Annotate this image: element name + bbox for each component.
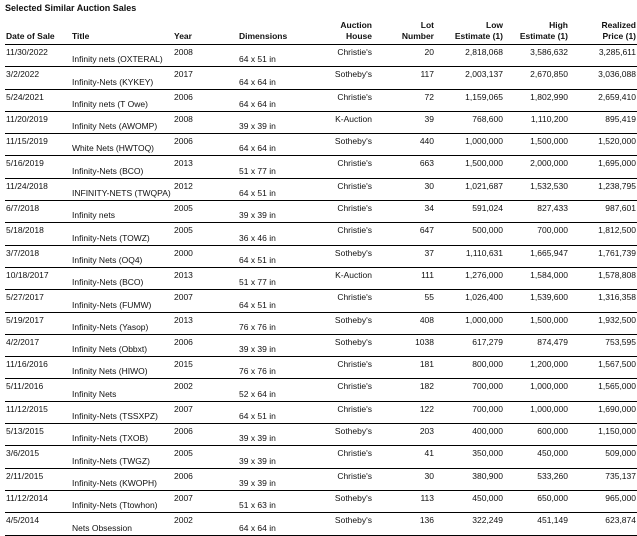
cell-lot-number: 181 xyxy=(373,357,435,379)
cell-date: 11/12/2014 xyxy=(5,490,71,512)
cell-low-estimate: 1,276,000 xyxy=(435,267,504,289)
cell-dimensions: 39 x 39 in xyxy=(238,468,318,490)
cell-auction-house: Sotheby's xyxy=(318,424,373,446)
header-auction-house xyxy=(318,18,373,45)
table-row xyxy=(5,111,637,133)
cell-lot-number: 182 xyxy=(373,379,435,401)
cell-low-estimate: 700,000 xyxy=(435,401,504,423)
cell-date: 11/12/2015 xyxy=(5,401,71,423)
cell-high-estimate: 533,260 xyxy=(504,468,569,490)
cell-lot-number: 136 xyxy=(373,513,435,535)
cell-lot-number: 55 xyxy=(373,290,435,312)
cell-high-estimate: 700,000 xyxy=(504,223,569,245)
cell-dimensions: 64 x 64 in xyxy=(238,513,318,535)
cell-dimensions: 64 x 51 in xyxy=(238,45,318,67)
cell-title: Infinity-Nets (Ttowhon) xyxy=(71,490,173,512)
header-high-estimate xyxy=(504,18,569,45)
cell-title: Infinity nets (T Owe) xyxy=(71,89,173,111)
table-row xyxy=(5,312,637,334)
cell-dimensions: 64 x 64 in xyxy=(238,67,318,89)
cell-lot-number: 203 xyxy=(373,424,435,446)
cell-low-estimate: 591,024 xyxy=(435,201,504,223)
cell-date: 6/7/2018 xyxy=(5,201,71,223)
cell-date: 11/15/2019 xyxy=(5,134,71,156)
cell-lot-number: 20 xyxy=(373,45,435,67)
cell-realized-price: 1,150,000 xyxy=(569,424,637,446)
cell-auction-house: Christie's xyxy=(318,178,373,200)
table-header-row xyxy=(5,18,637,45)
table-row xyxy=(5,201,637,223)
cell-high-estimate: 451,149 xyxy=(504,513,569,535)
cell-year: 2013 xyxy=(173,267,238,289)
cell-realized-price: 1,812,500 xyxy=(569,223,637,245)
header-realized-price-line1: Realized xyxy=(601,20,636,30)
table-row xyxy=(5,45,637,67)
cell-realized-price: 987,601 xyxy=(569,201,637,223)
cell-lot-number: 39 xyxy=(373,111,435,133)
cell-year: 2005 xyxy=(173,223,238,245)
cell-dimensions: 39 x 39 in xyxy=(238,111,318,133)
cell-auction-house: Christie's xyxy=(318,89,373,111)
cell-high-estimate: 450,000 xyxy=(504,446,569,468)
cell-dimensions: 39 x 39 in xyxy=(238,334,318,356)
cell-dimensions: 64 x 51 in xyxy=(238,245,318,267)
table-row xyxy=(5,468,637,490)
cell-date: 3/6/2015 xyxy=(5,446,71,468)
cell-high-estimate: 2,670,850 xyxy=(504,67,569,89)
cell-year: 2013 xyxy=(173,156,238,178)
cell-auction-house: K-Auction xyxy=(318,111,373,133)
cell-dimensions: 64 x 64 in xyxy=(238,134,318,156)
header-low-estimate xyxy=(435,18,504,45)
cell-low-estimate: 500,000 xyxy=(435,223,504,245)
cell-auction-house: Christie's xyxy=(318,201,373,223)
cell-year: 2007 xyxy=(173,401,238,423)
cell-dimensions: 76 x 76 in xyxy=(238,312,318,334)
cell-title: Infinity-Nets (Yasop) xyxy=(71,312,173,334)
header-low-estimate-line1: Low xyxy=(486,20,503,30)
cell-realized-price: 895,419 xyxy=(569,111,637,133)
cell-auction-house: Christie's xyxy=(318,401,373,423)
cell-title: Infinity Nets (Obbxt) xyxy=(71,334,173,356)
cell-high-estimate: 827,433 xyxy=(504,201,569,223)
cell-auction-house: Christie's xyxy=(318,223,373,245)
cell-date: 11/30/2022 xyxy=(5,45,71,67)
cell-year: 2002 xyxy=(173,513,238,535)
header-date: Date of Sale xyxy=(5,18,71,45)
cell-low-estimate: 2,003,137 xyxy=(435,67,504,89)
cell-date: 5/13/2015 xyxy=(5,424,71,446)
cell-dimensions: 64 x 51 in xyxy=(238,401,318,423)
cell-low-estimate: 1,021,687 xyxy=(435,178,504,200)
cell-date: 5/27/2017 xyxy=(5,290,71,312)
cell-dimensions: 64 x 51 in xyxy=(238,290,318,312)
cell-high-estimate: 1,110,200 xyxy=(504,111,569,133)
cell-dimensions: 64 x 51 in xyxy=(238,178,318,200)
table-row xyxy=(5,357,637,379)
cell-date: 5/11/2016 xyxy=(5,379,71,401)
cell-auction-house: K-Auction xyxy=(318,267,373,289)
cell-realized-price: 965,000 xyxy=(569,490,637,512)
page-title: Selected Similar Auction Sales xyxy=(5,3,137,13)
cell-auction-house: Christie's xyxy=(318,468,373,490)
cell-title: Infinity-Nets (FUMW) xyxy=(71,290,173,312)
header-lot-number-line2: Number xyxy=(401,31,434,41)
cell-realized-price: 509,000 xyxy=(569,446,637,468)
cell-date: 4/5/2014 xyxy=(5,513,71,535)
cell-high-estimate: 1,000,000 xyxy=(504,379,569,401)
cell-high-estimate: 874,479 xyxy=(504,334,569,356)
table-row xyxy=(5,178,637,200)
cell-date: 5/18/2018 xyxy=(5,223,71,245)
cell-realized-price: 1,316,358 xyxy=(569,290,637,312)
cell-high-estimate: 1,802,990 xyxy=(504,89,569,111)
header-realized-price-line2: Price (1) xyxy=(602,31,636,41)
header-dimensions: Dimensions xyxy=(238,18,318,45)
table-row xyxy=(5,245,637,267)
cell-dimensions: 51 x 63 in xyxy=(238,490,318,512)
cell-year: 2006 xyxy=(173,468,238,490)
cell-realized-price: 1,932,500 xyxy=(569,312,637,334)
cell-high-estimate: 650,000 xyxy=(504,490,569,512)
cell-auction-house: Christie's xyxy=(318,446,373,468)
cell-lot-number: 117 xyxy=(373,67,435,89)
cell-low-estimate: 2,818,068 xyxy=(435,45,504,67)
cell-year: 2013 xyxy=(173,312,238,334)
cell-lot-number: 72 xyxy=(373,89,435,111)
cell-high-estimate: 1,000,000 xyxy=(504,401,569,423)
cell-realized-price: 1,695,000 xyxy=(569,156,637,178)
cell-low-estimate: 800,000 xyxy=(435,357,504,379)
cell-date: 2/11/2015 xyxy=(5,468,71,490)
cell-title: Infinity-Nets (TWGZ) xyxy=(71,446,173,468)
cell-realized-price: 1,690,000 xyxy=(569,401,637,423)
cell-date: 4/2/2017 xyxy=(5,334,71,356)
header-auction-house-line1: Auction xyxy=(340,20,372,30)
table-row xyxy=(5,379,637,401)
cell-auction-house: Christie's xyxy=(318,45,373,67)
cell-year: 2006 xyxy=(173,89,238,111)
cell-low-estimate: 350,000 xyxy=(435,446,504,468)
cell-year: 2007 xyxy=(173,490,238,512)
cell-dimensions: 39 x 39 in xyxy=(238,201,318,223)
cell-auction-house: Christie's xyxy=(318,290,373,312)
cell-realized-price: 1,238,795 xyxy=(569,178,637,200)
cell-title: Infinity Nets (AWOMP) xyxy=(71,111,173,133)
cell-high-estimate: 1,532,530 xyxy=(504,178,569,200)
cell-low-estimate: 1,500,000 xyxy=(435,156,504,178)
cell-dimensions: 52 x 64 in xyxy=(238,379,318,401)
cell-realized-price: 1,761,739 xyxy=(569,245,637,267)
cell-title: Infinity nets (OXTERAL) xyxy=(71,45,173,67)
header-realized-price xyxy=(569,18,637,45)
cell-dimensions: 39 x 39 in xyxy=(238,446,318,468)
cell-title: Infinity-Nets (BCO) xyxy=(71,156,173,178)
cell-title: Infinity Nets (HIWO) xyxy=(71,357,173,379)
cell-lot-number: 113 xyxy=(373,490,435,512)
header-high-estimate-line2: Estimate (1) xyxy=(519,31,568,41)
cell-high-estimate: 1,665,947 xyxy=(504,245,569,267)
table-row xyxy=(5,490,637,512)
cell-year: 2008 xyxy=(173,45,238,67)
cell-dimensions: 39 x 39 in xyxy=(238,424,318,446)
cell-year: 2008 xyxy=(173,111,238,133)
cell-realized-price: 3,036,088 xyxy=(569,67,637,89)
cell-low-estimate: 768,600 xyxy=(435,111,504,133)
cell-auction-house: Sotheby's xyxy=(318,490,373,512)
cell-realized-price: 753,595 xyxy=(569,334,637,356)
cell-dimensions: 64 x 64 in xyxy=(238,89,318,111)
cell-auction-house: Christie's xyxy=(318,379,373,401)
cell-realized-price: 1,520,000 xyxy=(569,134,637,156)
table-row xyxy=(5,89,637,111)
cell-lot-number: 440 xyxy=(373,134,435,156)
cell-title: Infinity Nets (OQ4) xyxy=(71,245,173,267)
cell-realized-price: 3,285,611 xyxy=(569,45,637,67)
header-high-estimate-line1: High xyxy=(549,20,568,30)
cell-lot-number: 41 xyxy=(373,446,435,468)
cell-dimensions: 76 x 76 in xyxy=(238,357,318,379)
cell-high-estimate: 1,584,000 xyxy=(504,267,569,289)
header-lot-number xyxy=(373,18,435,45)
cell-low-estimate: 1,000,000 xyxy=(435,134,504,156)
cell-lot-number: 30 xyxy=(373,178,435,200)
cell-lot-number: 1038 xyxy=(373,334,435,356)
cell-date: 5/16/2019 xyxy=(5,156,71,178)
cell-realized-price: 2,659,410 xyxy=(569,89,637,111)
table-row xyxy=(5,424,637,446)
cell-dimensions: 36 x 46 in xyxy=(238,223,318,245)
cell-high-estimate: 2,000,000 xyxy=(504,156,569,178)
table-row xyxy=(5,223,637,245)
cell-title: Infinity-Nets (KYKEY) xyxy=(71,67,173,89)
cell-auction-house: Christie's xyxy=(318,156,373,178)
cell-year: 2012 xyxy=(173,178,238,200)
cell-high-estimate: 1,539,600 xyxy=(504,290,569,312)
cell-title: INFINITY-NETS (TWQPA) xyxy=(71,178,173,200)
table-row xyxy=(5,401,637,423)
table-row xyxy=(5,156,637,178)
cell-title: Infinity-Nets (TXOB) xyxy=(71,424,173,446)
cell-lot-number: 111 xyxy=(373,267,435,289)
table-row xyxy=(5,134,637,156)
cell-realized-price: 1,567,500 xyxy=(569,357,637,379)
cell-year: 2006 xyxy=(173,424,238,446)
cell-date: 5/19/2017 xyxy=(5,312,71,334)
cell-lot-number: 34 xyxy=(373,201,435,223)
cell-date: 3/2/2022 xyxy=(5,67,71,89)
cell-auction-house: Sotheby's xyxy=(318,312,373,334)
cell-date: 3/7/2018 xyxy=(5,245,71,267)
table-row xyxy=(5,67,637,89)
cell-year: 2015 xyxy=(173,357,238,379)
cell-title: Infinity Nets xyxy=(71,379,173,401)
header-year: Year xyxy=(173,18,238,45)
cell-low-estimate: 1,159,065 xyxy=(435,89,504,111)
header-lot-number-line1: Lot xyxy=(420,20,434,30)
auction-sales-table xyxy=(5,18,637,536)
cell-title: Infinity nets xyxy=(71,201,173,223)
cell-lot-number: 647 xyxy=(373,223,435,245)
cell-year: 2005 xyxy=(173,446,238,468)
cell-year: 2002 xyxy=(173,379,238,401)
cell-auction-house: Sotheby's xyxy=(318,245,373,267)
cell-lot-number: 663 xyxy=(373,156,435,178)
cell-title: Infinity-Nets (TOWZ) xyxy=(71,223,173,245)
cell-realized-price: 1,578,808 xyxy=(569,267,637,289)
cell-lot-number: 37 xyxy=(373,245,435,267)
cell-year: 2017 xyxy=(173,67,238,89)
cell-date: 5/24/2021 xyxy=(5,89,71,111)
cell-realized-price: 735,137 xyxy=(569,468,637,490)
cell-title: White Nets (HWTOQ) xyxy=(71,134,173,156)
cell-auction-house: Sotheby's xyxy=(318,334,373,356)
cell-lot-number: 30 xyxy=(373,468,435,490)
header-low-estimate-line2: Estimate (1) xyxy=(454,31,503,41)
cell-date: 11/20/2019 xyxy=(5,111,71,133)
cell-year: 2005 xyxy=(173,201,238,223)
table-row xyxy=(5,290,637,312)
header-title: Title xyxy=(71,18,173,45)
cell-high-estimate: 1,500,000 xyxy=(504,134,569,156)
cell-realized-price: 1,565,000 xyxy=(569,379,637,401)
cell-auction-house: Sotheby's xyxy=(318,513,373,535)
cell-lot-number: 408 xyxy=(373,312,435,334)
cell-low-estimate: 450,000 xyxy=(435,490,504,512)
cell-date: 10/18/2017 xyxy=(5,267,71,289)
cell-year: 2007 xyxy=(173,290,238,312)
cell-high-estimate: 3,586,632 xyxy=(504,45,569,67)
cell-title: Infinity-Nets (BCO) xyxy=(71,267,173,289)
cell-realized-price: 623,874 xyxy=(569,513,637,535)
table-row xyxy=(5,267,637,289)
cell-date: 11/24/2018 xyxy=(5,178,71,200)
cell-dimensions: 51 x 77 in xyxy=(238,267,318,289)
cell-low-estimate: 380,900 xyxy=(435,468,504,490)
cell-year: 2006 xyxy=(173,134,238,156)
cell-dimensions: 51 x 77 in xyxy=(238,156,318,178)
table-row xyxy=(5,513,637,535)
cell-auction-house: Sotheby's xyxy=(318,67,373,89)
cell-high-estimate: 600,000 xyxy=(504,424,569,446)
cell-year: 2000 xyxy=(173,245,238,267)
cell-auction-house: Christie's xyxy=(318,357,373,379)
cell-low-estimate: 617,279 xyxy=(435,334,504,356)
cell-auction-house: Sotheby's xyxy=(318,134,373,156)
cell-date: 11/16/2016 xyxy=(5,357,71,379)
cell-title: Infinity-Nets (TSSXPZ) xyxy=(71,401,173,423)
cell-lot-number: 122 xyxy=(373,401,435,423)
cell-low-estimate: 700,000 xyxy=(435,379,504,401)
cell-year: 2006 xyxy=(173,334,238,356)
cell-low-estimate: 1,000,000 xyxy=(435,312,504,334)
cell-low-estimate: 1,026,400 xyxy=(435,290,504,312)
cell-low-estimate: 322,249 xyxy=(435,513,504,535)
table-row xyxy=(5,446,637,468)
cell-high-estimate: 1,200,000 xyxy=(504,357,569,379)
cell-low-estimate: 1,110,631 xyxy=(435,245,504,267)
cell-title: Nets Obsession xyxy=(71,513,173,535)
cell-low-estimate: 400,000 xyxy=(435,424,504,446)
header-auction-house-line2: House xyxy=(346,31,372,41)
cell-title: Infinity-Nets (KWOPH) xyxy=(71,468,173,490)
cell-high-estimate: 1,500,000 xyxy=(504,312,569,334)
table-row xyxy=(5,334,637,356)
